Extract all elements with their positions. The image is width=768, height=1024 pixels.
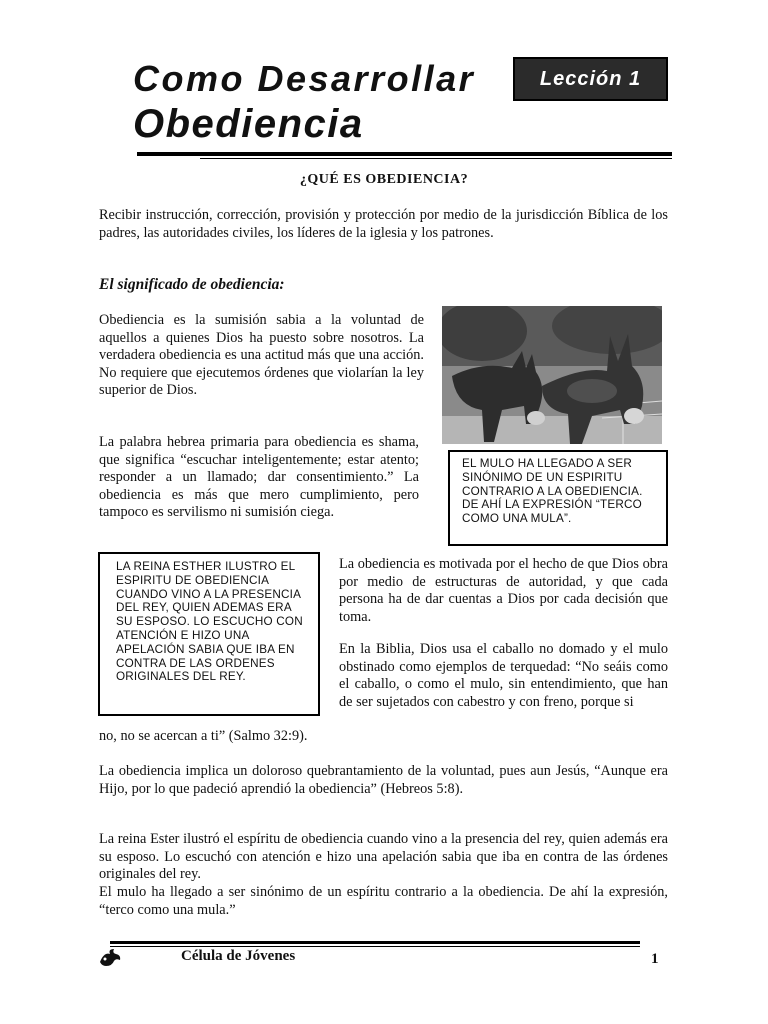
bible-paragraph: En la Biblia, Dios usa el caballo no domado y el mulo obstinado como ejemplos de terquedad: “No seáis como el caballo, o como el mulo, sin entendimiento, que han de ser sujetados con cabestro y con freno, porque si — [339, 641, 668, 710]
footer-label: Célula de Jóvenes — [181, 948, 296, 964]
dove-logo-icon — [98, 948, 122, 968]
motivated-paragraph: La obediencia es motivada por el hecho de que Dios obra por medio de estructuras de autoridad, y que cada persona ha de dar cuentas a Dios por cada decisión que toma. — [339, 556, 668, 625]
mule-caption-box: EL MULO HA LLEGADO A SER SINÓNIMO DE UN ESPIRITU CONTRARIO A LA OBEDIENCIA. DE AHÍ LA EXPRESIÓN “TERCO COMO UNA MULA”. — [448, 450, 668, 546]
bible-paragraph-continued: no, no se acercan a ti” (Salmo 32:9). — [99, 728, 308, 744]
meaning-heading: El significado de obediencia: — [99, 276, 285, 293]
mules-photo — [442, 306, 662, 444]
section-subheading: ¿QUÉ ES OBEDIENCIA? — [299, 172, 469, 187]
mules-photo-icon — [442, 306, 662, 444]
header-rule-thick — [137, 152, 672, 156]
implies-paragraph: La obediencia implica un doloroso quebrantamiento de la voluntad, pues aun Jesús, “Aunque era Hijo, por lo que padeció aprendió la obediencia” (Hebreos 5:8). — [99, 763, 668, 797]
intro-paragraph: Recibir instrucción, corrección, provisión y protección por medio de la jurisdicción Bíblica de los padres, las autoridades civiles, los líderes de la iglesia y los patrones. — [99, 207, 668, 241]
lesson-badge: Lección 1 — [513, 57, 668, 101]
footer-rule-thick — [110, 941, 640, 944]
header-rule-thin — [200, 158, 672, 159]
title-line-2: Obediencia — [133, 102, 364, 146]
meaning-paragraph: Obediencia es la sumisión sabia a la voluntad de aquellos a quienes Dios ha puesto sobre nosotros. La verdadera obediencia es una actitud más que una acción. No requiere que ejecutemos órdenes que violarían la ley superior de Dios. — [99, 312, 424, 399]
footer-rule-thin — [110, 946, 640, 947]
page-number: 1 — [651, 951, 659, 967]
mule-paragraph: El mulo ha llegado a ser sinónimo de un espíritu contrario a la obediencia. De ahí la expresión, “terco como una mula.” — [99, 884, 668, 918]
esther-paragraph: La reina Ester ilustró el espíritu de obediencia cuando vino a la presencia del rey, quien además era su esposo. Lo escuchó con atención e hizo una apelación sabia que iba en contra de las órdenes originales del rey. — [99, 831, 668, 883]
hebrew-paragraph: La palabra hebrea primaria para obediencia es shama, que significa “escuchar inteligentemente; estar atento; responder a un llamado; dar consentimiento.” La obediencia es más que mero cumplimiento, pero tampoco es servilismo ni sumisión ciega. — [99, 434, 419, 521]
esther-caption-box: LA REINA ESTHER ILUSTRO EL ESPIRITU DE OBEDIENCIA CUANDO VINO A LA PRESENCIA DEL REY, QUIEN ADEMAS ERA SU ESPOSO. LO ESCUCHO CON ATENCIÓN E HIZO UNA APELACIÓN SABIA QUE IBA EN CONTRA DE LAS ORDENES ORIGINALES DEL REY. — [98, 552, 320, 716]
title-line-1: Como Desarrollar — [133, 58, 476, 99]
